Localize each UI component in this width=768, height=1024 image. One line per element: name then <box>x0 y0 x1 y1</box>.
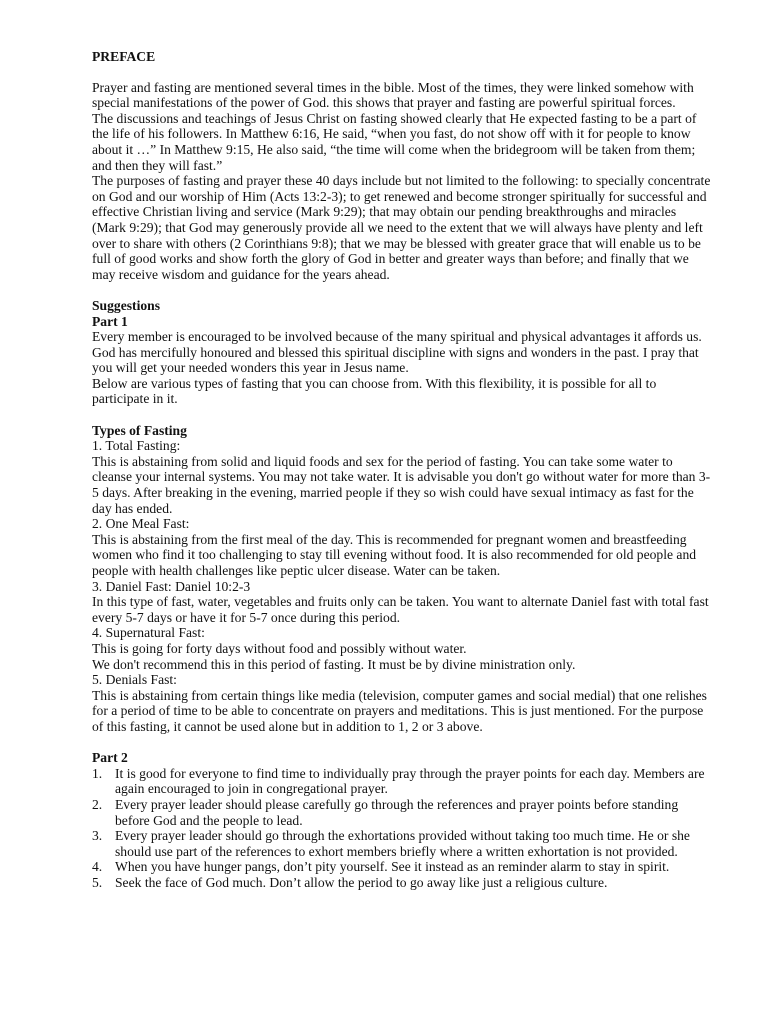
section-gap <box>92 282 712 298</box>
document-page <box>92 49 712 890</box>
preface-paragraph-3: The purposes of fasting and prayer these 40 days include but not limited to the following: to specially concentrate on God and our worship of Him (Acts 13:2-3); to get renewed and become stronger spiritually for successful and effective Christian living and service (Mark 9:29); that may obtain our pending breakthroughs and miracles (Mark 9:29); that God may generously provide all we need to the extent that we will always have plenty and left over to share with others (2 Corinthians 9:8); that we may be blessed with greater grace that will enable us to be full of good works and show forth the glory of God in better and greater ways than before; and finally that we may receive wisdom and guidance for the years ahead. <box>92 173 711 282</box>
list-item-text: Every prayer leader should go through the exhortations provided without taking too much time. He or she should use part of the references to exhort members briefly where a written exhortation is not provided. <box>115 828 690 859</box>
part2-list <box>92 766 712 891</box>
fast-type-description-supernatural: This is going for forty days without food and possibly without water. <box>92 640 467 656</box>
list-item <box>92 859 712 875</box>
fast-type-description-daniel: In this type of fast, water, vegetables and fruits only can be taken. You want to alternate Daniel fast with total fast every 5-7 days or have it for 5-7 once during this period. <box>92 594 709 625</box>
preface-paragraph-1: Prayer and fasting are mentioned several times in the bible. Most of the times, they were linked somehow with special manifestations of the power of God. this shows that prayer and fasting are powerful spiritual forces. <box>92 79 694 111</box>
list-item-number: 2. <box>92 796 103 812</box>
fast-type-title-supernatural: 4. Supernatural Fast: <box>92 625 205 641</box>
section-gap <box>92 735 712 751</box>
list-item <box>92 875 712 891</box>
fast-type-note-supernatural: We don't recommend this in this period of fasting. It must be by divine ministration only. <box>92 656 576 672</box>
list-item <box>92 828 712 859</box>
list-item-text: It is good for everyone to find time to individually pray through the prayer points for each day. Members are again encouraged to join in congregational prayer. <box>115 765 705 797</box>
preface-paragraph-2: The discussions and teachings of Jesus Christ on fasting showed clearly that He expected fasting to be a part of the life of his followers. In Matthew 6:16, He said, “when you fast, do not show off with it for people to know about it …” In Matthew 9:15, He also said, “the time will come when the bridegroom will be taken from them; and then they will fast.” <box>92 110 697 173</box>
fast-type-description-total: This is abstaining from solid and liquid foods and sex for the period of fasting. You can take some water to cleanse your internal systems. You may not take water. It is advisable you don't go without water for more than 3-5 days. After breaking in the evening, married people if they so wish could have sexual intimacy as fast for the day has ended. <box>92 453 711 516</box>
types-heading: Types of Fasting <box>92 422 187 438</box>
fast-type-title-denials: 5. Denials Fast: <box>92 672 177 688</box>
fast-type-description-denials: This is abstaining from certain things like media (television, computer games and social medial) that one relishes for a period of time to be able to concentrate on prayers and meditations. This is just mentioned. For the purpose of this fasting, it cannot be used alone but in addition to 1, 2 or 3 above. <box>92 687 707 734</box>
part1-heading: Part 1 <box>92 313 128 329</box>
part1-paragraph-1: Every member is encouraged to be involved because of the many spiritual and physical advantages it affords us. God has mercifully honoured and blessed this spiritual discipline with signs and wonders in the past. I pray that you will get your needed wonders this year in Jesus name. <box>92 329 702 376</box>
fast-type-title-total: 1. Total Fasting: <box>92 438 181 454</box>
fast-type-description-one-meal: This is abstaining from the first meal of the day. This is recommended for pregnant women and breastfeeding women who find it too challenging to stay till evening without food. It is also recommended for old people and people with health challenges like peptic ulcer disease. Water can be taken. <box>92 531 697 578</box>
list-item-text: Seek the face of God much. Don’t allow the period to go away like just a religious culture. <box>115 874 608 890</box>
list-item <box>92 797 712 828</box>
part2-heading: Part 2 <box>92 750 128 766</box>
list-item-number: 5. <box>92 874 103 890</box>
fast-type-title-one-meal: 2. One Meal Fast: <box>92 516 190 532</box>
list-item-text: Every prayer leader should please carefully go through the references and prayer points before standing before God and the people to lead. <box>115 796 679 828</box>
list-item-number: 3. <box>92 828 103 844</box>
preface-heading: PREFACE <box>92 49 156 64</box>
list-item-number: 1. <box>92 765 103 781</box>
fast-type-title-daniel: 3. Daniel Fast: Daniel 10:2-3 <box>92 578 251 594</box>
part1-paragraph-2: Below are various types of fasting that you can choose from. With this flexibility, it is possible for all to participate in it. <box>92 375 657 407</box>
suggestions-heading: Suggestions <box>92 297 160 313</box>
list-item-text: When you have hunger pangs, don’t pity yourself. See it instead as an reminder alarm to stay in spirit. <box>115 859 670 875</box>
list-item <box>92 766 712 797</box>
list-item-number: 4. <box>92 859 103 875</box>
section-gap <box>92 407 712 423</box>
